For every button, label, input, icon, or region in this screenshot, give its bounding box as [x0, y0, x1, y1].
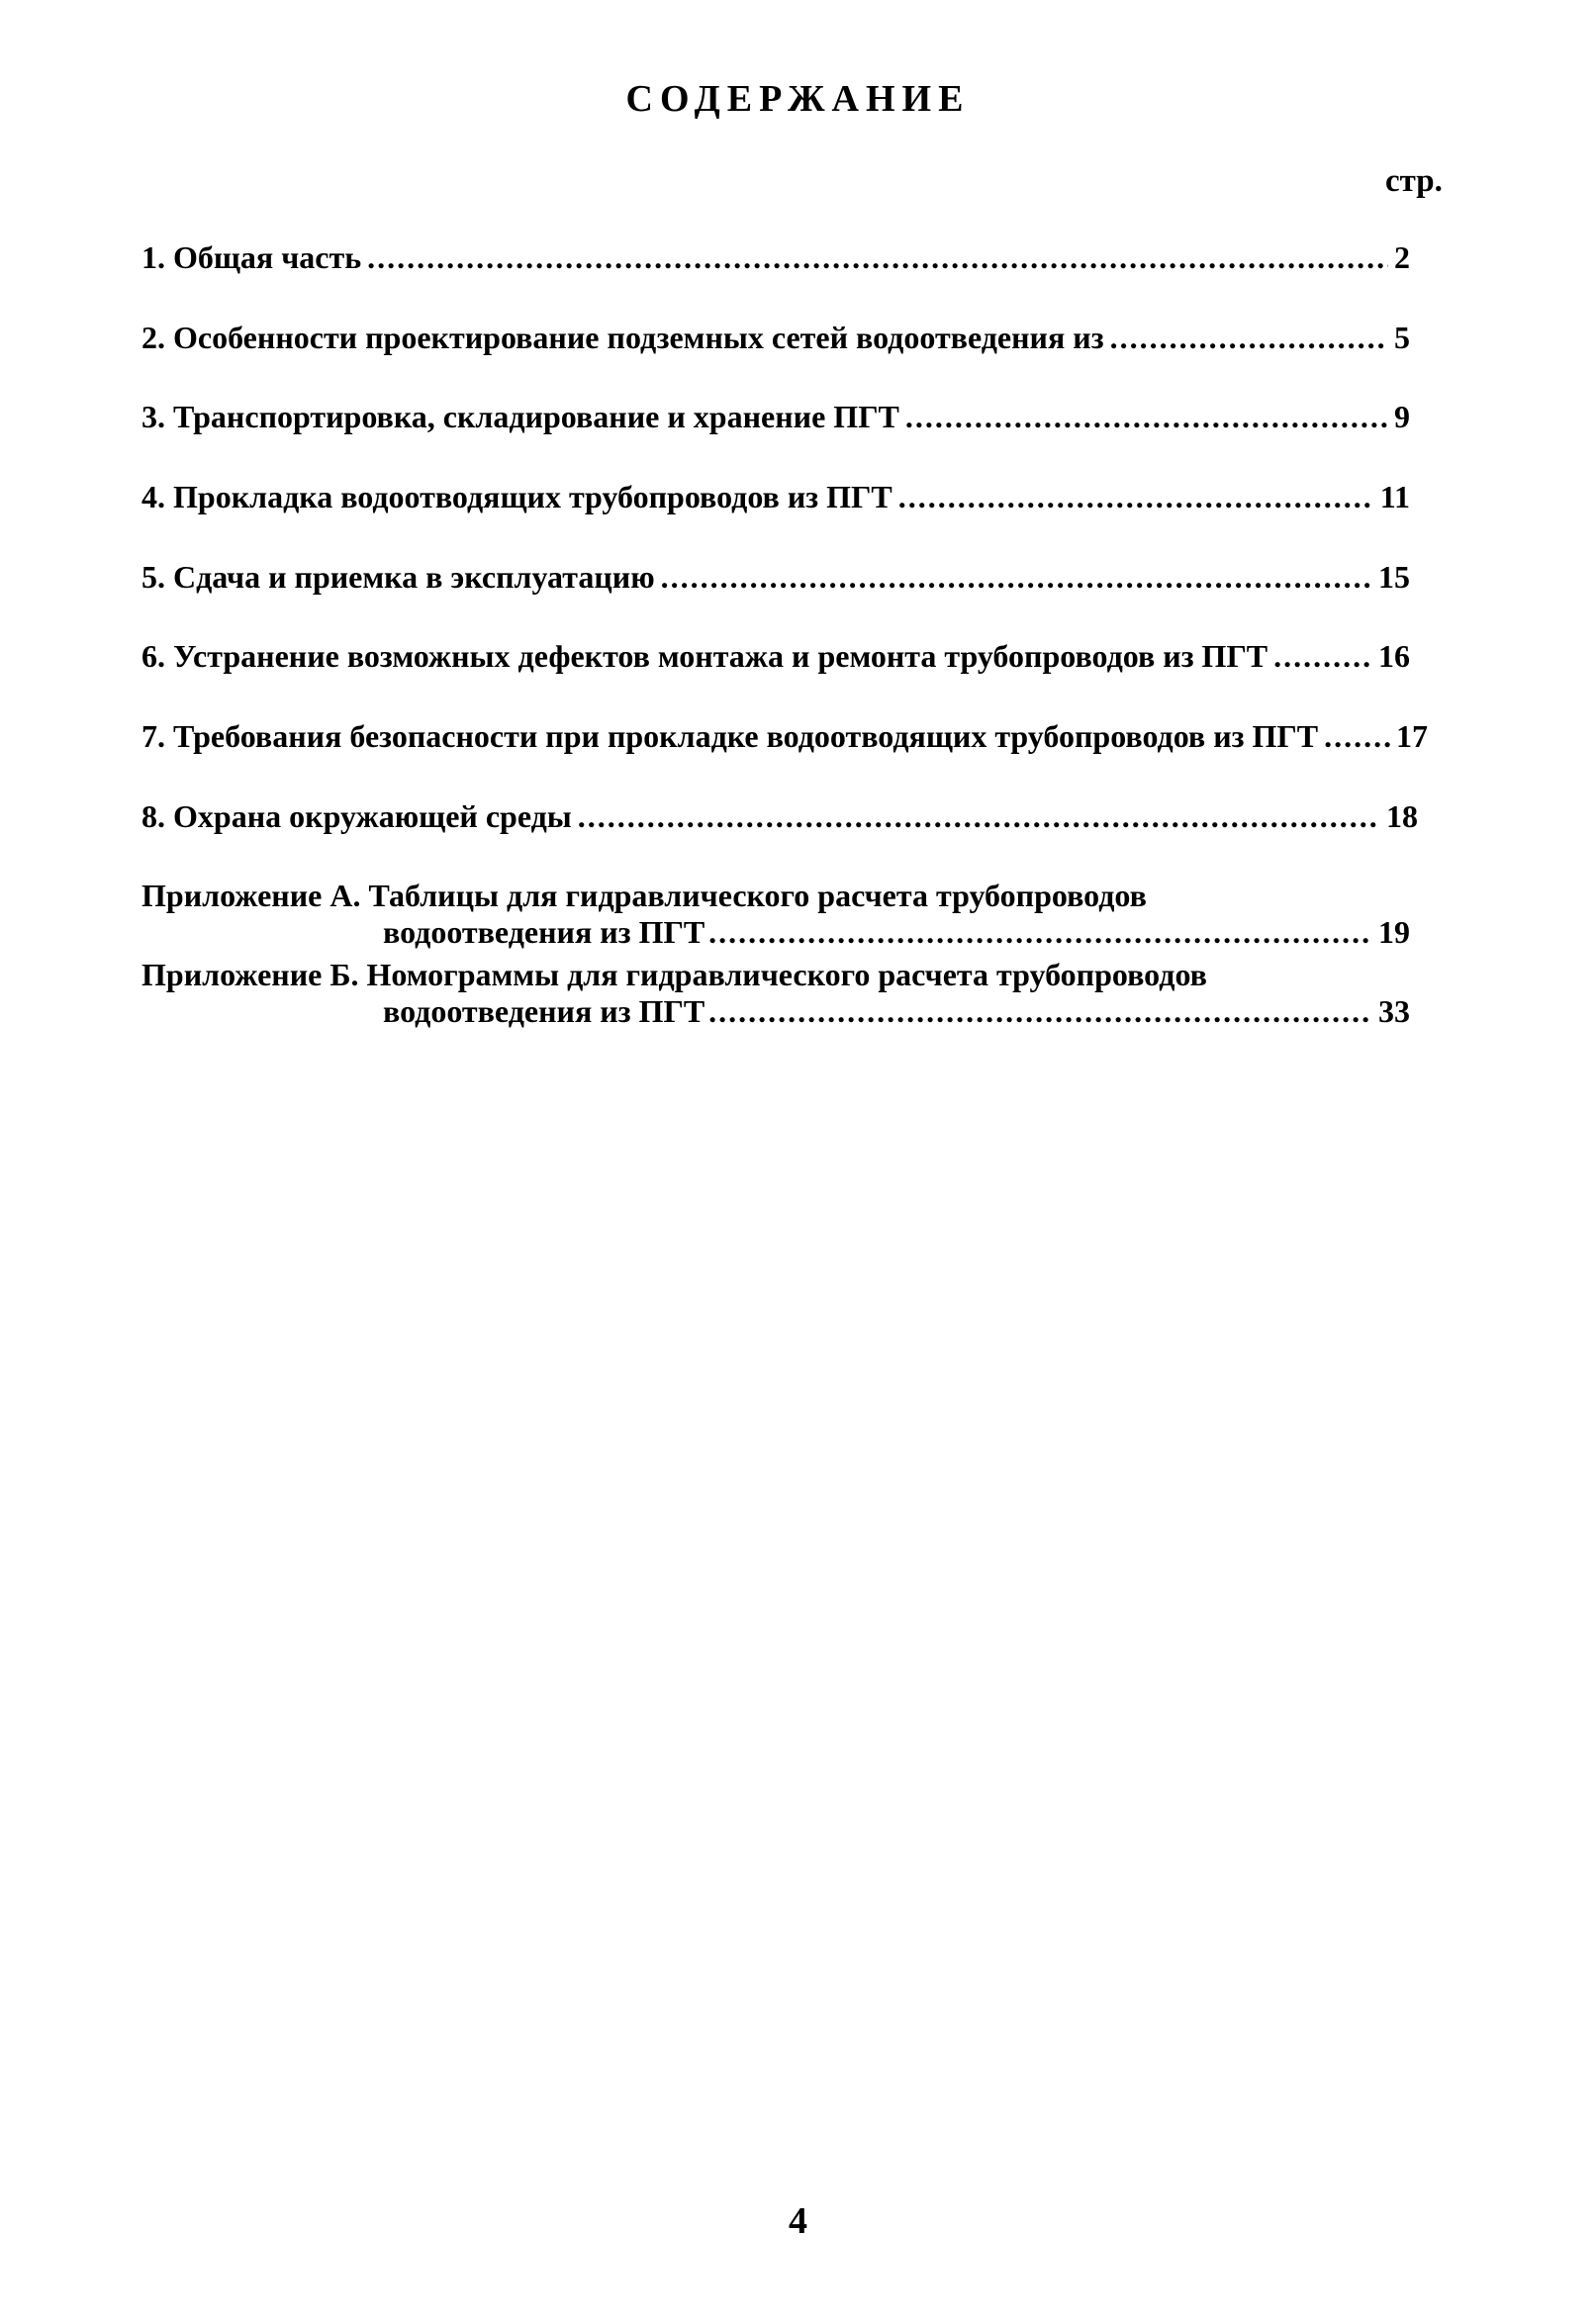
appendix-continuation [383, 993, 1410, 1030]
toc-entry [141, 479, 1410, 515]
appendix-continuation [383, 914, 1410, 951]
toc-leader [708, 993, 1372, 1030]
appendix-page: 33 [1378, 993, 1410, 1029]
toc-leader [905, 399, 1388, 435]
toc-entry-page: 15 [1378, 559, 1410, 595]
toc-entry-text: 8. Охрана окружающей среды [141, 798, 572, 834]
toc-entry [141, 718, 1428, 755]
toc-leader [367, 239, 1388, 276]
toc-entry-page: 18 [1386, 798, 1418, 834]
page-number: 4 [789, 2200, 807, 2242]
toc-entry-text: 5. Сдача и приемка в эксплуатацию [141, 559, 655, 595]
toc-leader [1273, 638, 1372, 675]
toc-entry-page: 17 [1396, 718, 1428, 754]
toc-entry-page: 16 [1378, 638, 1410, 674]
toc-entry [141, 239, 1410, 276]
toc-entry-text: 7. Требования безопасности при прокладке водоотводящих трубопроводов из ПГТ [141, 718, 1319, 754]
appendix-page: 19 [1378, 914, 1410, 950]
toc-entry-text: 3. Транспортировка, складирование и хранение ПГТ [141, 399, 899, 434]
appendix-title: Приложение Б. Номограммы для гидравлического расчета трубопроводов [141, 957, 1207, 992]
toc-entry-text: 2. Особенности проектирование подземных сетей водоотведения из [141, 320, 1104, 355]
toc-entry-page: 9 [1394, 399, 1410, 434]
toc-leader [578, 798, 1380, 835]
toc-entry [141, 798, 1418, 835]
toc-entry-text: 1. Общая часть [141, 239, 362, 275]
toc-leader [1110, 320, 1388, 356]
toc-leader [661, 559, 1372, 596]
toc-entry-text: 4. Прокладка водоотводящих трубопроводов из ПГТ [141, 479, 892, 514]
appendix-title: Приложение А. Таблицы для гидравлического расчета трубопроводов [141, 878, 1147, 913]
page-column-label: стр. [1385, 163, 1443, 199]
toc-entry [141, 399, 1410, 435]
toc-entry-text: 6. Устранение возможных дефектов монтажа и ремонта трубопроводов из ПГТ [141, 638, 1268, 674]
toc-entry [141, 638, 1410, 675]
appendix-subtitle: водоотведения из ПГТ [383, 914, 705, 950]
toc-entry-page: 2 [1394, 239, 1410, 275]
toc-entry [141, 559, 1410, 596]
toc-leader [708, 914, 1372, 951]
appendix-entry [141, 878, 1410, 951]
appendix-entry [141, 957, 1410, 1030]
appendix-subtitle: водоотведения из ПГТ [383, 993, 705, 1029]
toc-leader [1324, 718, 1390, 755]
toc-leader [898, 479, 1374, 515]
toc-entry-page: 5 [1394, 320, 1410, 355]
toc-entry [141, 320, 1410, 356]
page-title: СОДЕРЖАНИЕ [625, 78, 971, 120]
toc-entry-page: 11 [1379, 479, 1410, 514]
